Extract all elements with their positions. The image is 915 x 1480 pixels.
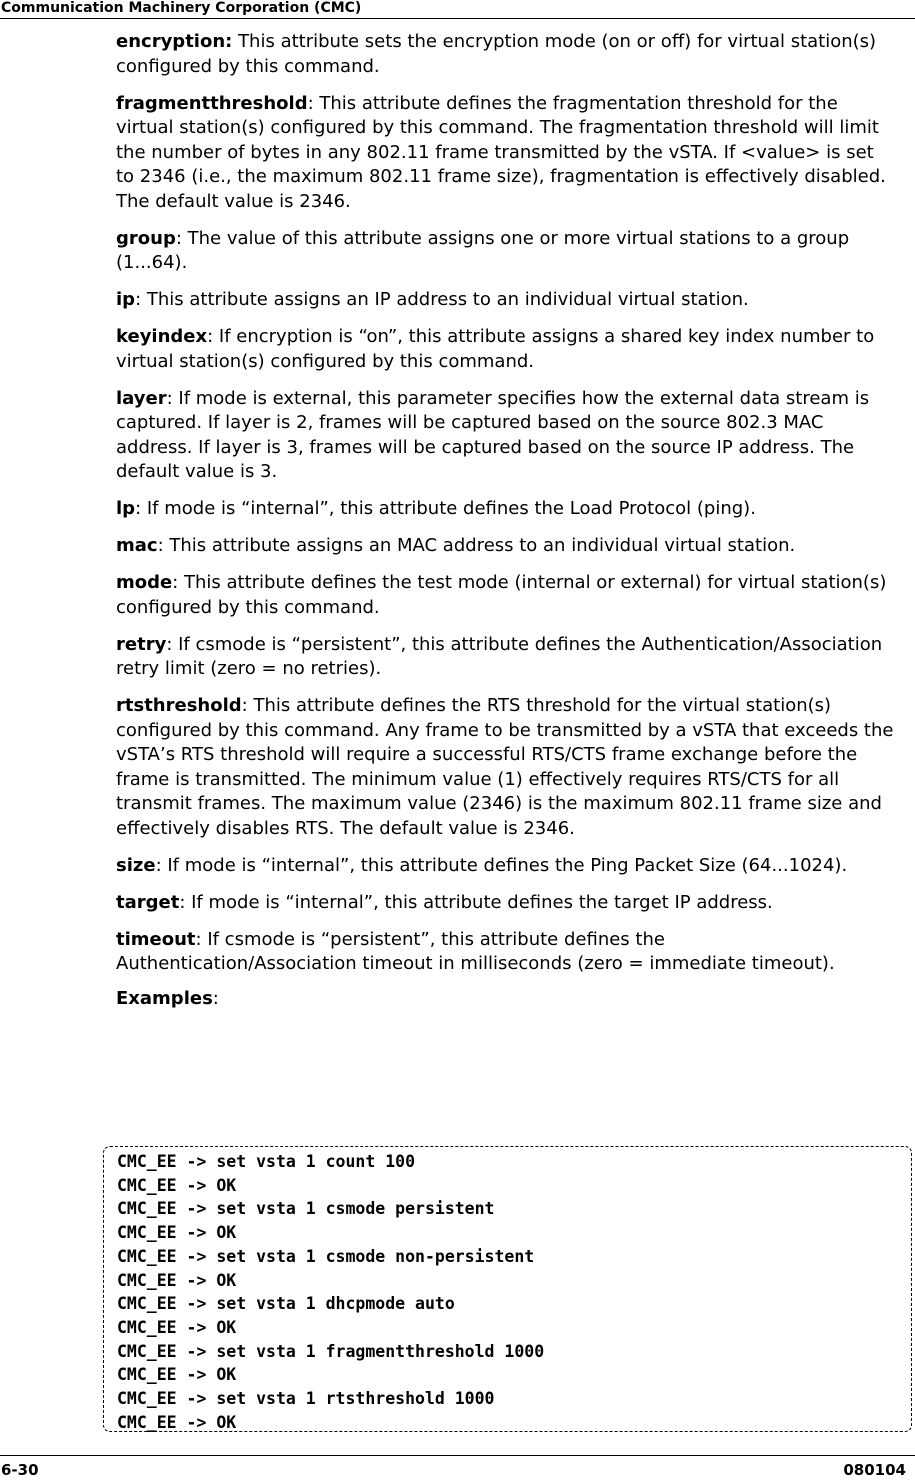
entry-timeout: [116, 928, 896, 977]
entry-text: : If encryption is “on”, this attribute assigns a shared key index number to virtual station(s) configured by this command.: [116, 326, 875, 372]
entry-text: : This attribute assigns an IP address to an individual virtual station.: [135, 289, 749, 310]
entry-lp: [116, 497, 896, 522]
entry-encryption: [116, 30, 896, 79]
entry-text: : This attribute defines the fragmentation threshold for the virtual station(s) configured by this command. The fragmentation threshold will limit the number of bytes in any 802.11 frame transmitted by the vSTA. If <value> is set to 2346 (i.e., the maximum 802.11 frame size), fragmentation is effectively disabled. The default value is 2346.: [116, 92, 886, 212]
examples-heading: [116, 987, 896, 1011]
code-line: CMC_EE -> OK: [117, 1365, 237, 1385]
entry-text: : If csmode is “persistent”, this attribute defines the Authentication/Association timeout in milliseconds (zero = immediate timeout).: [116, 928, 835, 974]
code-line: CMC_EE -> set vsta 1 rtsthreshold 1000: [117, 1389, 495, 1409]
entry-text: : The value of this attribute assigns one or more virtual stations to a group (1...64).: [116, 227, 850, 273]
entry-term: timeout: [116, 928, 196, 950]
examples-label: Examples: [116, 988, 213, 1009]
attribute-definitions: [116, 30, 896, 1029]
entry-layer: [116, 387, 896, 485]
entry-term: retry: [116, 633, 167, 655]
entry-fragmentthreshold: [116, 92, 896, 215]
entry-term: rtsthreshold: [116, 695, 242, 716]
entry-size: [116, 854, 896, 879]
entry-text: : If mode is “internal”, this attribute defines the Load Protocol (ping).: [135, 498, 756, 519]
entry-term: encryption:: [116, 31, 233, 52]
document-code: 080104: [843, 1461, 906, 1479]
entry-ip: [116, 288, 896, 313]
entry-text: : If mode is external, this parameter specifies how the external data stream is captured. If layer is 2, frames will be captured based on the source 802.3 MAC address. If layer is 3, frames will be captured based on the source IP address. The default value is 3.: [116, 387, 870, 482]
entry-term: mac: [116, 535, 158, 556]
entry-keyindex: [116, 325, 896, 374]
code-line: CMC_EE -> OK: [117, 1223, 237, 1243]
entry-text: : This attribute assigns an MAC address to an individual virtual station.: [157, 535, 796, 556]
entry-term: ip: [116, 289, 136, 310]
entry-term: group: [116, 227, 176, 249]
entry-retry: [116, 633, 896, 682]
entry-term: keyindex: [116, 326, 208, 347]
code-line: CMC_EE -> set vsta 1 csmode persistent: [117, 1199, 495, 1219]
page-footer: [0, 1455, 915, 1479]
entry-text: : This attribute defines the RTS threshold for the virtual station(s) configured by this command. Any frame to be transmitted by a vSTA that exceeds the vSTA’s RTS threshold will require a successful RTS/CTS frame exchange before the frame is transmitted. The minimum value (1) effectively requires RTS/CTS for all transmit frames. The maximum value (2346) is the maximum 802.11 frame size and effectively disables RTS. The default value is 2346.: [116, 695, 894, 839]
page-number: 6-30: [1, 1461, 39, 1479]
code-line: CMC_EE -> set vsta 1 fragmentthreshold 1000: [117, 1341, 545, 1361]
examples-colon: :: [212, 988, 219, 1009]
entry-term: target: [116, 891, 180, 913]
page-header: [0, 0, 915, 19]
entry-mode: [116, 571, 896, 620]
entry-term: layer: [116, 387, 167, 409]
entry-term: lp: [116, 498, 136, 519]
entry-text: This attribute sets the encryption mode (on or off) for virtual station(s) configured by this command.: [116, 31, 877, 77]
entry-term: fragmentthreshold: [116, 92, 308, 114]
examples-code-block: [103, 1146, 912, 1432]
code-line: CMC_EE -> OK: [117, 1175, 237, 1195]
entry-rtsthreshold: [116, 694, 896, 841]
code-line: CMC_EE -> OK: [117, 1317, 237, 1337]
entry-text: : If csmode is “persistent”, this attribute defines the Authentication/Association retry limit (zero = no retries).: [116, 633, 883, 679]
entry-target: [116, 891, 896, 916]
code-line: CMC_EE -> set vsta 1 count 100: [117, 1152, 416, 1171]
code-line: CMC_EE -> set vsta 1 dhcpmode auto: [117, 1294, 455, 1314]
entry-group: [116, 227, 896, 276]
code-line: CMC_EE -> set vsta 1 csmode non-persistent: [117, 1246, 535, 1266]
code-line: CMC_EE -> OK: [117, 1412, 237, 1432]
entry-term: mode: [116, 572, 173, 593]
entry-text: : If mode is “internal”, this attribute defines the Ping Packet Size (64...1024).: [155, 854, 848, 876]
code-line: CMC_EE -> OK: [117, 1270, 237, 1290]
entry-text: : This attribute defines the test mode (internal or external) for virtual station(s) configured by this command.: [116, 572, 887, 618]
entry-text: : If mode is “internal”, this attribute defines the target IP address.: [179, 891, 773, 913]
entry-mac: [116, 534, 896, 559]
header-title: Communication Machinery Corporation (CMC): [1, 0, 362, 16]
entry-term: size: [116, 854, 156, 876]
